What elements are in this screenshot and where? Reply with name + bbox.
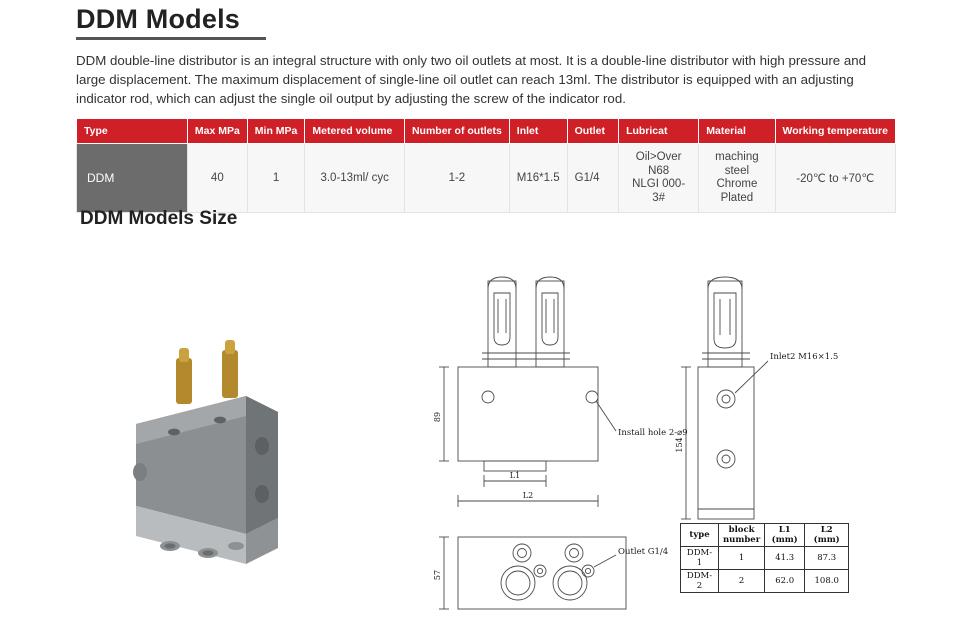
- install-hole-label: Install hole 2-⌀9: [618, 428, 688, 438]
- section-title-size: DDM Models Size: [80, 208, 238, 229]
- col-number-of-outlets: Number of outlets: [404, 119, 509, 144]
- size-cell-l2: 87.3: [805, 547, 849, 570]
- cell-working-temperature: -20℃ to +70℃: [775, 144, 895, 213]
- col-type: Type: [77, 119, 188, 144]
- size-col-l2: L2 (mm): [805, 524, 849, 547]
- cell-max-mpa: 40: [187, 144, 247, 213]
- lubricat-line-1: Oil>Over N68: [635, 151, 682, 177]
- bottom-view: [439, 537, 626, 609]
- cell-type: DDM: [77, 144, 188, 213]
- dim-57-label: 57: [433, 569, 442, 581]
- front-view: [439, 277, 616, 507]
- size-cell-l1: 62.0: [765, 570, 805, 593]
- cell-metered-volume: 3.0-13ml/ cyc: [305, 144, 405, 213]
- size-cell-l1: 41.3: [765, 547, 805, 570]
- dim-154-label: 154: [675, 437, 684, 453]
- size-table-row: [681, 570, 849, 593]
- indicator-rods: [176, 340, 238, 404]
- cell-inlet: M16*1.5: [509, 144, 567, 213]
- cell-material: [699, 144, 775, 213]
- col-outlet: Outlet: [567, 119, 618, 144]
- size-table: [680, 523, 849, 593]
- page-title-wrap: [76, 4, 266, 40]
- col-working-temperature: Working temperature: [775, 119, 895, 144]
- product-photo-svg: [96, 320, 346, 570]
- dim-89-label: 89: [433, 411, 442, 423]
- col-lubricat: Lubricat: [619, 119, 699, 144]
- size-cell-l2: 108.0: [805, 570, 849, 593]
- material-line-1: maching steel: [715, 151, 759, 177]
- col-inlet: Inlet: [509, 119, 567, 144]
- size-col-type: type: [681, 524, 719, 547]
- side-view: [681, 277, 768, 519]
- inlet2-label: Inlet2 M16×1.5: [770, 352, 839, 362]
- cell-lubricat: [619, 144, 699, 213]
- distributor-body: [133, 396, 278, 564]
- outlet-label: Outlet G1/4: [618, 547, 669, 557]
- table-header-row: [77, 119, 896, 144]
- col-metered-volume: Metered volume: [305, 119, 405, 144]
- cell-number-of-outlets: 1-2: [404, 144, 509, 213]
- size-col-block-number: block number: [719, 524, 765, 547]
- table-row: [77, 144, 896, 213]
- size-cell-block-number: 2: [719, 570, 765, 593]
- size-cell-type: DDM-1: [681, 547, 719, 570]
- col-min-mpa: Min MPa: [247, 119, 305, 144]
- product-photo: [96, 320, 346, 570]
- cell-min-mpa: 1: [247, 144, 305, 213]
- col-material: Material: [699, 119, 775, 144]
- size-cell-block-number: 1: [719, 547, 765, 570]
- lubricat-line-2: NLGI 000-3#: [632, 178, 686, 204]
- size-cell-type: DDM-2: [681, 570, 719, 593]
- material-line-2: Chrome Plated: [716, 178, 758, 204]
- size-col-l1: L1 (mm): [765, 524, 805, 547]
- size-table-row: [681, 547, 849, 570]
- spec-table: [76, 118, 896, 213]
- dim-l1-label: L1: [509, 471, 521, 480]
- col-max-mpa: Max MPa: [187, 119, 247, 144]
- dim-l2-label: L2: [522, 491, 534, 500]
- size-table-header-row: [681, 524, 849, 547]
- cell-outlet: G1/4: [567, 144, 618, 213]
- intro-paragraph: DDM double-line distributor is an integral structure with only two oil outlets at most. It is a double-line distributor with high pressure and large displacement. The maximum displacement of single-line oil outlet can reach 13ml. The distributor is equipped with an adjusting indicator rod, which can adjust the single oil output by adjusting the screw of the indicator rod.: [76, 53, 867, 106]
- page-title: DDM Models: [76, 4, 266, 40]
